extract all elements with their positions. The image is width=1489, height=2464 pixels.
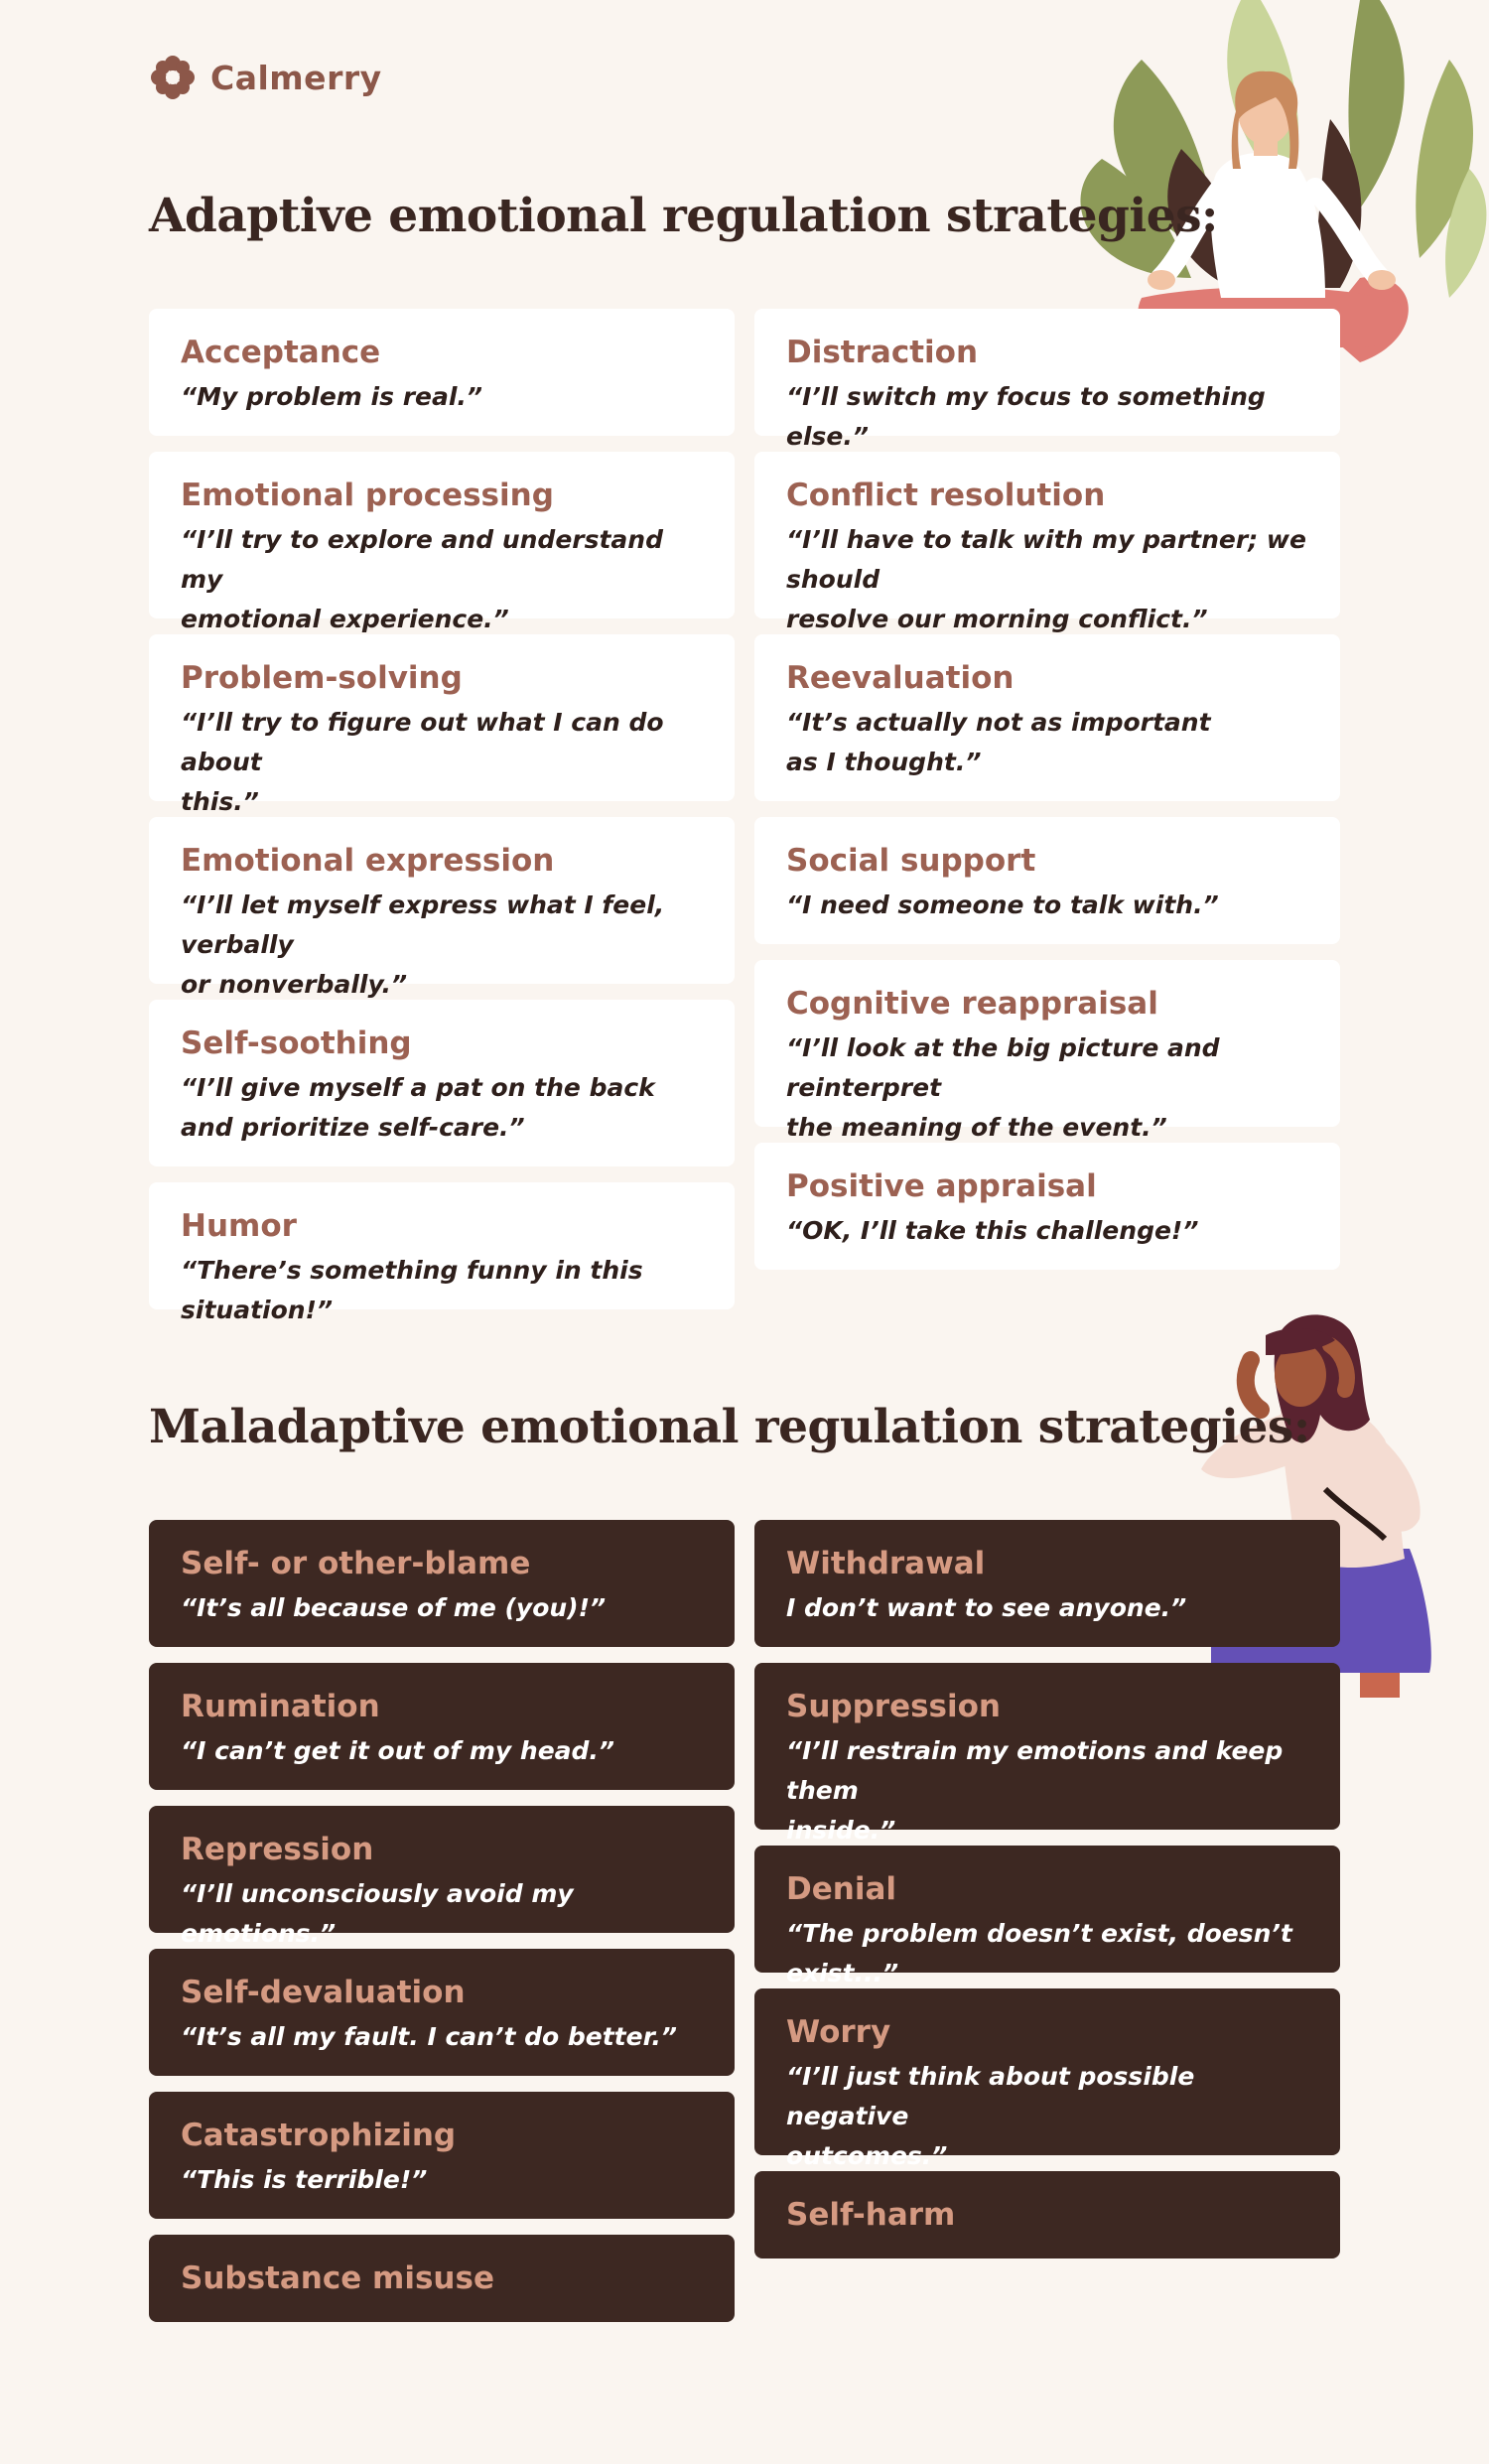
strategy-quote: “I’ll give myself a pat on the back and prioritize self-care.”: [181, 1073, 655, 1143]
strategy-card-positive-appraisal: [754, 1143, 1340, 1270]
strategy-name: Repression: [181, 1832, 374, 1867]
maladaptive-heading: Maladaptive emotional regulation strategies:: [149, 1400, 1310, 1454]
strategy-card-rumination: [149, 1663, 735, 1790]
strategy-card-problem-solving: [149, 634, 735, 817]
strategy-quote: “It’s actually not as important as I thought.”: [786, 708, 1211, 777]
strategy-name: Social support: [786, 843, 1036, 879]
strategy-quote: “I’ll switch my focus to something else.”: [786, 382, 1266, 452]
strategy-quote: “I’ll try to explore and understand my emotional experience.”: [181, 525, 663, 634]
strategy-name: Self-devaluation: [181, 1975, 466, 2010]
strategy-name: Problem-solving: [181, 660, 463, 696]
strategy-card-denial: [754, 1846, 1340, 1988]
strategy-name: Self-soothing: [181, 1026, 412, 1061]
strategy-name: Rumination: [181, 1689, 380, 1724]
strategy-card-emotional-expression: [149, 817, 735, 1000]
strategy-name: Self- or other-blame: [181, 1546, 531, 1581]
strategy-name: Distraction: [786, 335, 979, 370]
strategy-quote: “I can’t get it out of my head.”: [181, 1736, 615, 1766]
strategy-quote: “I’ll just think about possible negative outcomes.”: [786, 2062, 1195, 2171]
strategy-quote: “It’s all my fault. I can’t do better.”: [181, 2022, 677, 2052]
strategy-quote: “I’ll look at the big picture and reinterpret the meaning of the event.”: [786, 1033, 1220, 1143]
strategy-name: Reevaluation: [786, 660, 1015, 696]
strategy-quote: I don’t want to see anyone.”: [786, 1593, 1187, 1623]
strategy-quote: “I’ll have to talk with my partner; we should resolve our morning conflict.”: [786, 525, 1306, 634]
strategy-quote: “My problem is real.”: [181, 382, 483, 412]
strategy-card-distraction: [754, 309, 1340, 452]
strategy-quote: “It’s all because of me (you)!”: [181, 1593, 607, 1623]
strategy-name: Acceptance: [181, 335, 381, 370]
strategy-card-substance-misuse: [149, 2235, 735, 2322]
strategy-card-worry: [754, 1988, 1340, 2171]
strategy-quote: “I’ll try to figure out what I can do about this.”: [181, 708, 664, 817]
strategy-quote: “I need someone to talk with.”: [786, 890, 1219, 920]
flower-logo-icon: [149, 54, 197, 101]
strategy-name: Cognitive reappraisal: [786, 986, 1158, 1022]
strategy-name: Humor: [181, 1208, 297, 1244]
strategy-card-catastrophizing: [149, 2092, 735, 2219]
strategy-name: Catastrophizing: [181, 2118, 457, 2153]
strategy-card-reevaluation: [754, 634, 1340, 801]
strategy-card-suppression: [754, 1663, 1340, 1846]
strategy-name: Emotional processing: [181, 478, 554, 513]
strategy-card-repression: [149, 1806, 735, 1949]
strategy-quote: “This is terrible!”: [181, 2165, 428, 2195]
strategy-name: Self-harm: [786, 2197, 956, 2233]
strategy-card-conflict-resolution: [754, 452, 1340, 634]
strategy-quote: “I’ll restrain my emotions and keep them inside.”: [786, 1736, 1284, 1846]
strategy-name: Substance misuse: [181, 2260, 494, 2296]
brand-name: Calmerry: [210, 58, 382, 97]
strategy-card-self-devaluation: [149, 1949, 735, 2076]
strategy-quote: “I’ll unconsciously avoid my emotions.”: [181, 1879, 574, 1949]
adaptive-heading: Adaptive emotional regulation strategies:: [149, 189, 1218, 243]
strategy-quote: “I’ll let myself express what I feel, verbally or nonverbally.”: [181, 890, 665, 1000]
strategy-name: Conflict resolution: [786, 478, 1106, 513]
strategy-card-cognitive-reappraisal: [754, 960, 1340, 1143]
brand-logo[interactable]: [149, 54, 382, 101]
strategy-quote: “OK, I’ll take this challenge!”: [786, 1216, 1199, 1246]
strategy-card-self-soothing: [149, 1000, 735, 1166]
strategy-name: Worry: [786, 2014, 891, 2050]
strategy-name: Positive appraisal: [786, 1168, 1097, 1204]
strategy-card-withdrawal: [754, 1520, 1340, 1647]
strategy-name: Denial: [786, 1871, 896, 1907]
strategy-card-acceptance: [149, 309, 735, 436]
strategy-name: Withdrawal: [786, 1546, 986, 1581]
strategy-name: Suppression: [786, 1689, 1001, 1724]
strategy-name: Emotional expression: [181, 843, 555, 879]
strategy-card-social-support: [754, 817, 1340, 944]
strategy-quote: “The problem doesn’t exist, doesn’t exist...”: [786, 1919, 1292, 1988]
strategy-card-self-or-other-blame: [149, 1520, 735, 1647]
strategy-card-emotional-processing: [149, 452, 735, 634]
strategy-quote: “There’s something funny in this situation!”: [181, 1256, 643, 1325]
strategy-card-self-harm: [754, 2171, 1340, 2259]
strategy-card-humor: [149, 1182, 735, 1325]
